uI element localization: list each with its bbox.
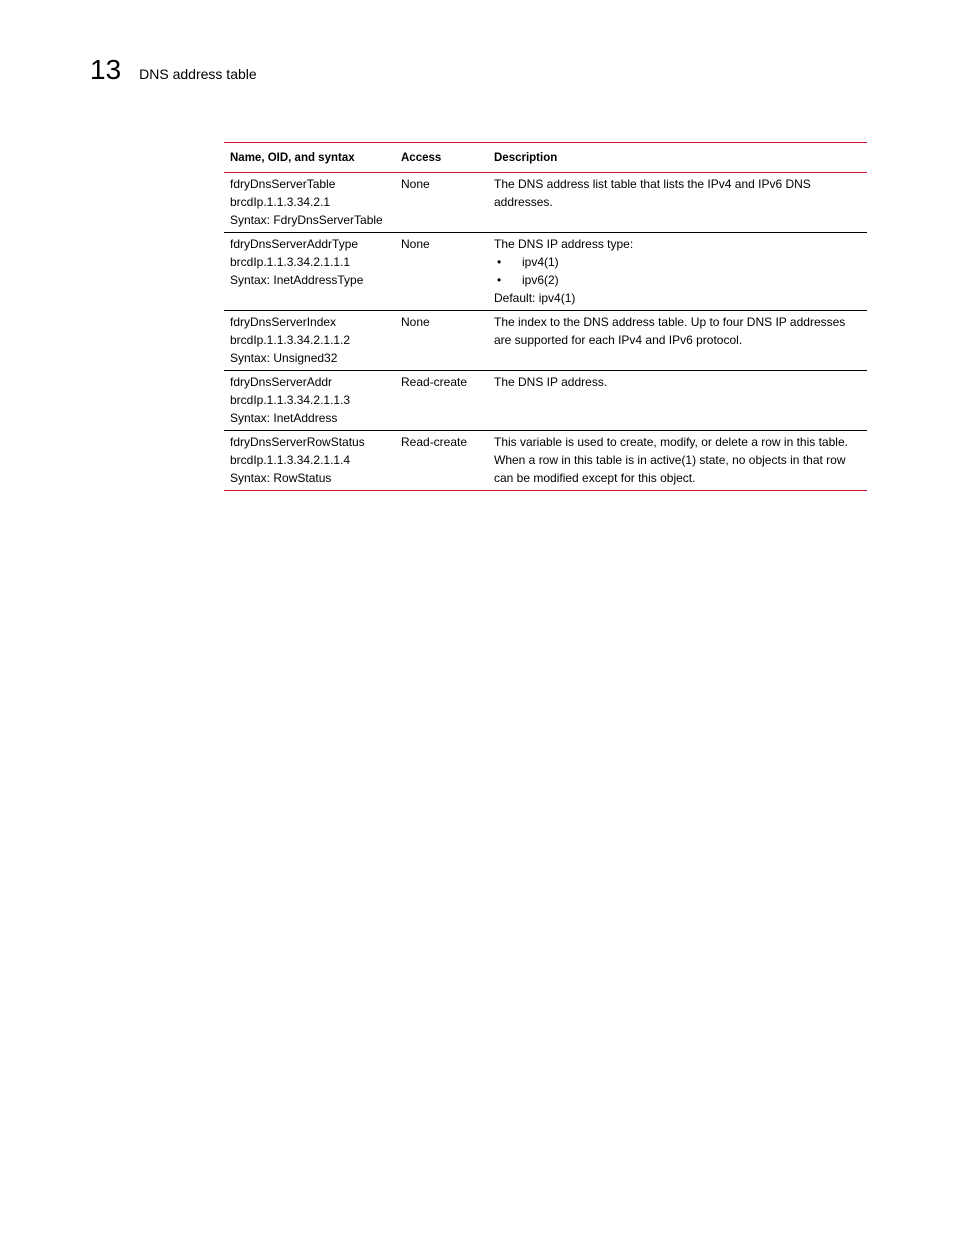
object-oid: brcdIp.1.1.3.34.2.1.1.1 [230, 255, 351, 269]
description-cell [488, 313, 867, 367]
object-syntax: Syntax: RowStatus [230, 471, 332, 485]
access-cell: None [401, 177, 430, 191]
description-text: The DNS IP address. [494, 375, 608, 389]
object-name: fdryDnsServerAddr [230, 375, 333, 389]
bullet-item [494, 271, 861, 289]
access-cell: Read-create [401, 435, 468, 449]
object-name: fdryDnsServerRowStatus [230, 435, 365, 449]
bullet-text: ipv6(2) [522, 273, 559, 287]
table-row [224, 233, 867, 311]
column-header-description: Description [494, 151, 558, 164]
object-syntax: Syntax: InetAddressType [230, 273, 364, 287]
name-cell [224, 373, 395, 427]
name-cell [224, 235, 395, 307]
description-cell [488, 235, 867, 307]
name-cell [224, 433, 395, 487]
object-oid: brcdIp.1.1.3.34.2.1 [230, 195, 331, 209]
bullet-text: ipv4(1) [522, 255, 559, 269]
table-header-row [224, 143, 867, 173]
table-row [224, 431, 867, 490]
object-name: fdryDnsServerIndex [230, 315, 337, 329]
description-text: This variable is used to create, modify, or delete a row in this table. When a row in this table is in active(1) state, no objects in that row can be modified except for this object. [494, 435, 848, 485]
description-text: The DNS IP address type: [494, 237, 634, 251]
bullet-icon: • [497, 255, 502, 269]
default-value-text: Default: ipv4(1) [494, 291, 576, 305]
description-text: The DNS address list table that lists the IPv4 and IPv6 DNS addresses. [494, 177, 811, 209]
mib-table [224, 142, 867, 491]
object-name: fdryDnsServerTable [230, 177, 336, 191]
description-cell [488, 175, 867, 229]
description-text: The index to the DNS address table. Up to four DNS IP addresses are supported for each IPv4 and IPv6 protocol. [494, 315, 846, 347]
object-oid: brcdIp.1.1.3.34.2.1.1.2 [230, 333, 351, 347]
bullet-icon: • [497, 273, 502, 287]
description-cell [488, 373, 867, 427]
page-header [90, 54, 257, 86]
chapter-number: 13 [90, 54, 122, 85]
description-cell [488, 433, 867, 487]
name-cell [224, 175, 395, 229]
object-oid: brcdIp.1.1.3.34.2.1.1.3 [230, 393, 351, 407]
object-syntax: Syntax: FdryDnsServerTable [230, 213, 383, 227]
column-header-name: Name, OID, and syntax [230, 151, 355, 164]
table-row [224, 371, 867, 431]
table-row [224, 173, 867, 233]
access-cell: Read-create [401, 375, 468, 389]
column-header-access: Access [401, 151, 442, 164]
bullet-item [494, 253, 861, 271]
section-title: DNS address table [139, 66, 257, 82]
object-name: fdryDnsServerAddrType [230, 237, 359, 251]
table-row [224, 311, 867, 371]
object-syntax: Syntax: InetAddress [230, 411, 338, 425]
name-cell [224, 313, 395, 367]
object-syntax: Syntax: Unsigned32 [230, 351, 338, 365]
object-oid: brcdIp.1.1.3.34.2.1.1.4 [230, 453, 351, 467]
access-cell: None [401, 237, 430, 251]
access-cell: None [401, 315, 430, 329]
